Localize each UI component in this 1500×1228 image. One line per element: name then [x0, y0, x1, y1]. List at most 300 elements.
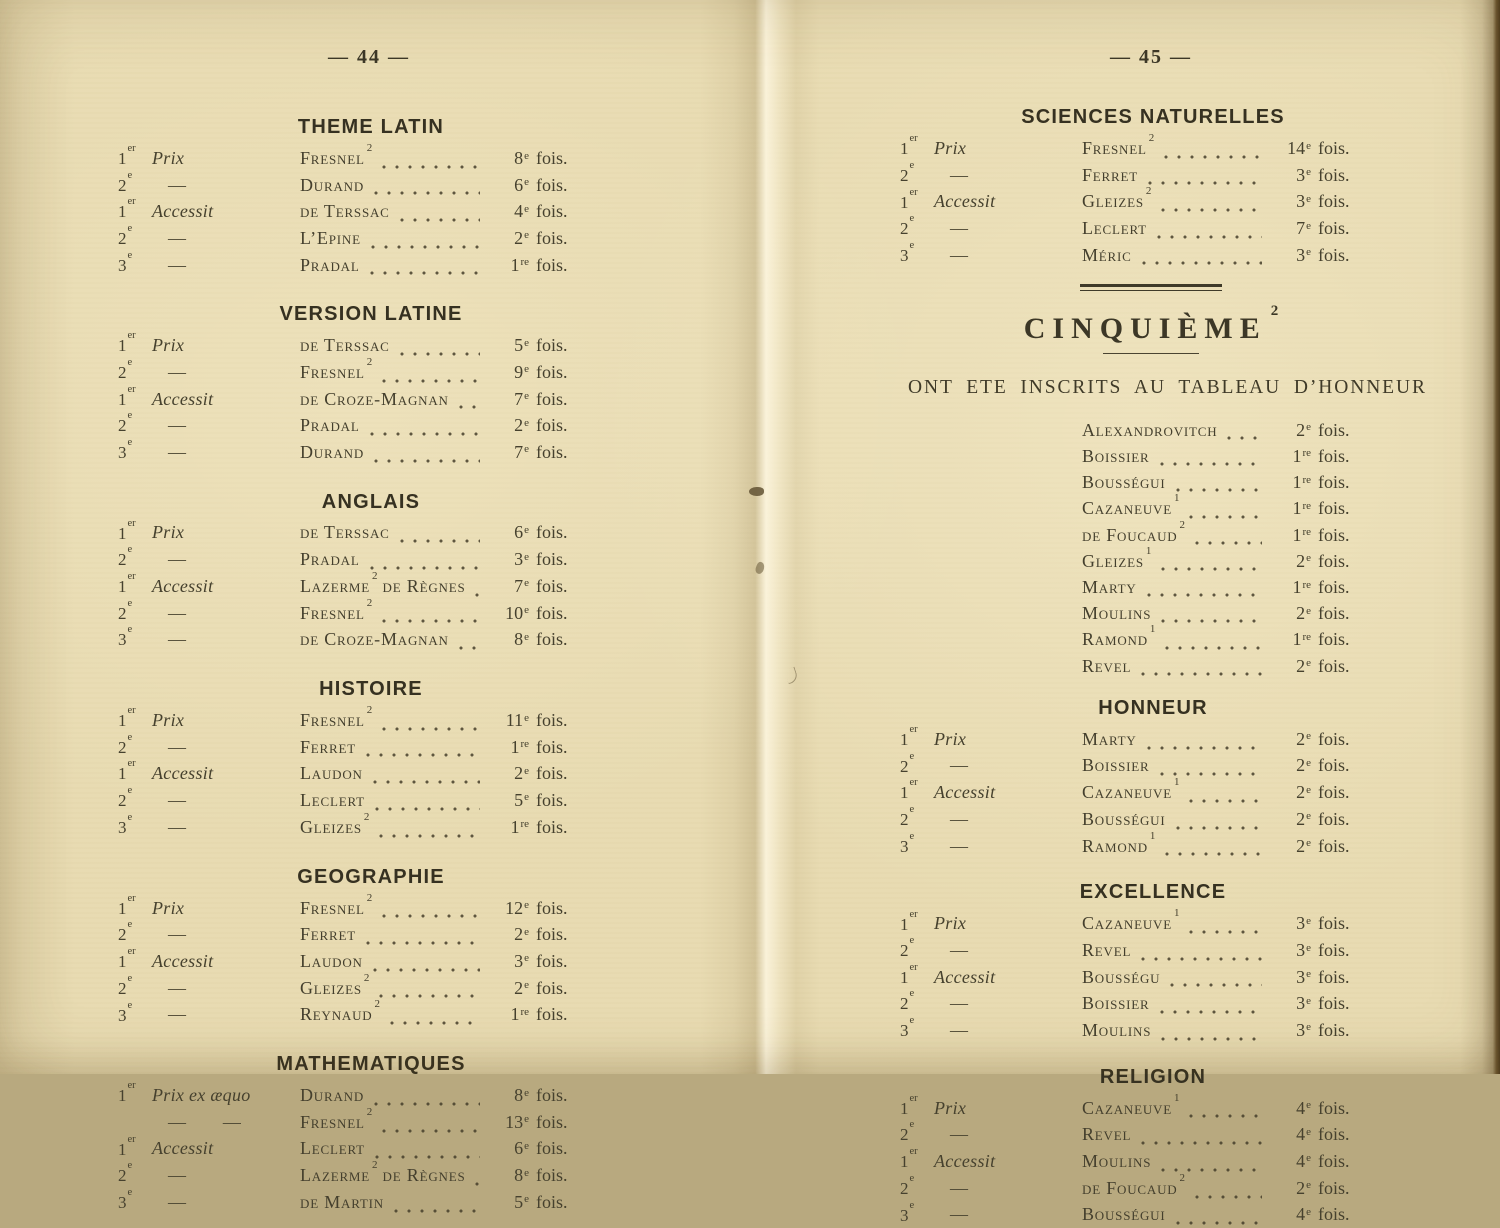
rank-label: 1er Accessit — [900, 186, 996, 212]
dot-leader — [382, 1129, 480, 1133]
rank-ordinal: 3e — [118, 624, 133, 650]
times-awarded: 7 $^e$ fois. — [514, 575, 568, 596]
times-awarded: 4 $^e$ fois. — [1296, 1124, 1350, 1145]
winner-name: Boissier — [1082, 445, 1150, 466]
rank-label: 1er Prix — [118, 705, 185, 731]
dot-leader — [1165, 646, 1262, 650]
times-awarded: 2 $^e$ fois. — [1296, 808, 1350, 829]
dot-leader — [1195, 541, 1262, 545]
dot-leader — [1161, 208, 1262, 212]
prize-row — [118, 355, 580, 386]
name-superscript: 2 — [366, 1105, 373, 1118]
rank-ordinal: 1er — [900, 1092, 918, 1118]
rank-label: 1er Accessit — [118, 758, 214, 784]
rank-ordinal: 2e — [118, 357, 133, 382]
prize-row — [118, 249, 580, 279]
times-awarded: 1 $^{re}$ fois. — [1292, 472, 1350, 493]
winner-name: Fresnel $^2$ — [300, 1105, 373, 1132]
dot-leader — [1161, 619, 1262, 623]
rank-ordinal: 2e — [900, 935, 915, 960]
winner-name: Lazerme $^2$ de Règnes — [300, 1159, 466, 1186]
winner-name: Gleizes $^2$ — [300, 810, 370, 837]
dot-leader — [459, 646, 480, 650]
subject-section — [118, 302, 580, 465]
rank-label: 3e — — [118, 999, 187, 1025]
winner-name: Moulins — [1082, 603, 1152, 624]
prize-row — [118, 569, 580, 600]
winner-name: Fresnel $^2$ — [300, 142, 373, 168]
rank-ordinal: 3e — [118, 249, 133, 275]
prize-row — [118, 1082, 580, 1109]
winner-name: Reynaud $^2$ — [300, 998, 380, 1025]
times-awarded: 7 $^e$ fois. — [1296, 218, 1350, 239]
winner-name: Méric — [1082, 244, 1132, 265]
prize-row — [900, 1199, 1362, 1228]
prize-row — [118, 971, 580, 1002]
times-awarded: 2 $^e$ fois. — [1296, 728, 1350, 749]
rank-label: 1er Accessit — [118, 383, 214, 409]
times-awarded: 1 $^{re}$ fois. — [1292, 445, 1350, 466]
winner-name: Cazaneuve $^1$ — [1082, 776, 1180, 803]
prize-row — [118, 198, 580, 225]
rank-label: 2e — — [900, 1119, 969, 1145]
prize-rows — [118, 517, 580, 653]
rank-label: 1er Accessit — [900, 1146, 996, 1171]
subject-title: THEME LATIN — [297, 116, 445, 138]
dot-leader — [400, 352, 480, 356]
rank-ordinal: 3e — [900, 1015, 915, 1040]
prize-row — [900, 1121, 1362, 1148]
rank-ordinal: 2e — [118, 223, 133, 248]
dot-leader — [379, 994, 480, 998]
winner-name: Durand — [300, 174, 365, 195]
prize-row — [900, 961, 1362, 991]
prize-row — [118, 142, 580, 172]
prize-row — [900, 239, 1362, 269]
prize-row — [900, 653, 1362, 679]
rank-ordinal: 1er — [900, 908, 918, 934]
winner-name: Bousségu — [1082, 966, 1161, 987]
rank-ordinal: 1er — [900, 133, 918, 158]
dot-leader — [382, 727, 480, 731]
page-45 — [750, 0, 1500, 1225]
times-awarded: 6 $^e$ fois. — [514, 522, 568, 543]
rank-ordinal: 1er — [900, 777, 918, 803]
rank-ordinal: 1er — [118, 143, 136, 168]
winner-name: Gleizes $^1$ — [1082, 544, 1152, 571]
winner-name: L’Epine — [300, 227, 361, 248]
name-superscript: 2 — [366, 704, 373, 717]
times-awarded: 3 $^e$ fois. — [514, 549, 568, 570]
dot-leader — [374, 459, 480, 463]
times-awarded: 14 $^e$ fois. — [1287, 138, 1350, 158]
rank-ordinal: 1er — [118, 383, 136, 409]
times-awarded: 1 $^{re}$ fois. — [510, 736, 568, 757]
times-awarded: 5 $^e$ fois. — [514, 335, 568, 356]
times-awarded: 2 $^e$ fois. — [1296, 550, 1350, 571]
dot-leader — [1165, 852, 1262, 856]
dot-leader — [1227, 436, 1262, 440]
name-superscript: 2 — [374, 998, 380, 1011]
prize-row — [900, 518, 1362, 548]
subject-section — [118, 865, 580, 1029]
times-awarded: 2 $^e$ fois. — [1296, 1177, 1350, 1198]
prize-row — [118, 546, 580, 573]
rank-ordinal: 1er — [118, 1080, 136, 1105]
honor-roll-list — [900, 417, 1362, 679]
rank-label: 1er Accessit — [118, 945, 214, 971]
rank-ordinal: 1er — [118, 517, 136, 543]
rank-label: 1er Accessit — [118, 196, 214, 222]
times-awarded: 13 $^e$ fois. — [505, 1111, 568, 1132]
winner-name: de Croze-Magnan — [300, 629, 449, 650]
winner-name: Fresnel $^2$ — [300, 891, 373, 918]
times-awarded: 2 $^e$ fois. — [514, 415, 568, 436]
prize-row — [118, 787, 580, 814]
winner-name: Ferret — [300, 736, 356, 757]
rank-label: 1er Prix — [900, 1092, 967, 1118]
honor-roll-heading: ONT ETE INSCRITS AU TABLEAU D’HONNEUR — [908, 376, 1427, 398]
prize-row — [900, 574, 1362, 600]
rank-label: 1er Accessit — [900, 777, 996, 803]
times-awarded: 2 $^e$ fois. — [1296, 655, 1350, 676]
winner-name: Leclert — [1082, 218, 1147, 239]
prize-row — [900, 492, 1362, 521]
rank-ordinal: 1er — [118, 330, 136, 356]
prize-rows — [900, 132, 1362, 268]
dot-leader — [394, 1209, 480, 1213]
rank-label: 3e — — [900, 239, 969, 265]
name-superscript: 1 — [1173, 1091, 1180, 1104]
prize-row — [900, 417, 1362, 443]
times-awarded: 2 $^e$ fois. — [1296, 603, 1350, 624]
name-superscript: 1 — [1173, 776, 1180, 789]
prize-row — [900, 159, 1362, 189]
dot-leader — [1147, 746, 1262, 750]
subject-section — [900, 696, 1362, 859]
rank-label: 2e — — [118, 731, 187, 757]
prize-row — [118, 731, 580, 761]
prize-row — [900, 185, 1362, 215]
times-awarded: 3 $^e$ fois. — [1296, 993, 1350, 1014]
dot-leader — [379, 834, 480, 838]
section-divider-rule — [1080, 284, 1222, 291]
rank-ordinal: 2e — [118, 972, 133, 998]
prize-row — [900, 723, 1362, 753]
subject-title: GEOGRAPHIE — [297, 865, 445, 888]
dot-leader — [390, 1021, 480, 1025]
dot-leader — [1176, 488, 1263, 492]
rank-ordinal: 2e — [900, 213, 915, 239]
class-title-underline — [1103, 353, 1199, 354]
prize-row — [900, 776, 1362, 806]
name-superscript: 2 — [366, 355, 373, 368]
times-awarded: 3 $^e$ fois. — [1296, 940, 1350, 960]
prize-row — [118, 517, 580, 547]
rank-label: 2e — — [118, 972, 187, 998]
prize-row — [900, 469, 1362, 495]
winner-name: de Foucaud $^2$ — [1082, 1171, 1185, 1198]
rank-ordinal: 2e — [118, 919, 133, 945]
prize-row — [900, 1017, 1362, 1044]
rank-label: 3e — — [900, 1199, 969, 1225]
times-awarded: 7 $^e$ fois. — [514, 388, 568, 409]
name-superscript: 2 — [1179, 1171, 1185, 1184]
subject-title: ANGLAIS — [321, 490, 421, 513]
prize-row — [118, 383, 580, 413]
rank-label: 1er Prix — [118, 143, 185, 168]
dot-leader — [1141, 672, 1262, 676]
dot-leader — [366, 753, 480, 757]
rank-ordinal: 3e — [900, 1199, 915, 1225]
rank-label: 2e — — [118, 223, 187, 248]
rank-label: 2e — — [900, 213, 969, 239]
name-superscript: 2 — [366, 596, 373, 609]
rank-label: 2e — — [900, 988, 969, 1014]
dot-leader — [1189, 799, 1262, 803]
rank-ordinal: 1er — [118, 571, 136, 596]
times-awarded: 8 $^e$ fois. — [514, 1085, 568, 1105]
prize-row — [900, 623, 1362, 652]
class-title-text: CINQUIÈME — [1023, 311, 1267, 345]
prize-rows — [118, 704, 580, 840]
prize-row — [900, 132, 1362, 162]
times-awarded: 3 $^e$ fois. — [1296, 1019, 1350, 1040]
dot-leader — [1157, 235, 1262, 239]
rank-ordinal: 1er — [118, 945, 136, 971]
times-awarded: 1 $^{re}$ fois. — [510, 816, 568, 837]
rank-label: 3e — — [900, 830, 969, 856]
prize-row — [900, 1171, 1362, 1202]
page-45-sections-top — [900, 105, 1362, 268]
rank-label: 1er Prix — [900, 908, 967, 934]
dot-leader — [459, 405, 480, 409]
dot-leader — [400, 539, 480, 543]
times-awarded: 8 $^e$ fois. — [514, 148, 568, 168]
prize-row — [118, 760, 580, 787]
times-awarded: 2 $^e$ fois. — [1296, 755, 1350, 776]
winner-name: Marty — [1082, 577, 1137, 598]
times-awarded: 4 $^e$ fois. — [514, 201, 568, 222]
winner-name: Boissier — [1082, 993, 1150, 1014]
rank-label: 3e — — [118, 624, 187, 650]
rank-ordinal: 3e — [118, 436, 133, 462]
dot-leader — [475, 593, 480, 597]
rank-ordinal: 2e — [118, 544, 133, 570]
rank-label: 2e — — [900, 803, 969, 829]
rank-ordinal: 1er — [118, 1133, 136, 1159]
rank-label: 2e — — [118, 357, 187, 382]
rank-label: 1er Prix — [118, 517, 185, 543]
rank-label: 1er Accessit — [900, 961, 996, 987]
winner-name: Boissier — [1082, 755, 1150, 776]
prize-row — [900, 907, 1362, 937]
dot-leader — [1195, 1195, 1262, 1199]
rank-ordinal: 2e — [118, 731, 133, 757]
rank-label: 3e — — [118, 1187, 187, 1212]
rank-label: — — — [168, 1111, 242, 1132]
rank-ordinal: 3e — [118, 1187, 133, 1212]
rank-ordinal: 2e — [118, 169, 133, 195]
times-awarded: 12 $^e$ fois. — [505, 897, 568, 918]
subject-title: SCIENCES NATURELLES — [1021, 106, 1285, 128]
times-awarded: 7 $^e$ fois. — [514, 441, 568, 462]
dot-leader — [370, 271, 480, 275]
subject-title: RELIGION — [1099, 1065, 1207, 1088]
prize-rows — [900, 1091, 1362, 1228]
winner-name: de Terssac — [300, 335, 390, 356]
times-awarded: 11 $^e$ fois. — [505, 710, 568, 731]
page-number-left: — 44 — — [328, 46, 410, 68]
dot-leader — [1160, 462, 1262, 466]
prize-rows — [900, 907, 1362, 1043]
dot-leader — [1161, 1168, 1262, 1172]
rank-label: 2e — — [900, 935, 969, 960]
winner-name: de Martin — [300, 1191, 384, 1212]
winner-name: Cazaneuve $^1$ — [1082, 1091, 1180, 1118]
rank-label: 1er Prix — [118, 892, 185, 918]
dot-leader — [1141, 1141, 1262, 1145]
rank-label: 2e — — [118, 410, 187, 436]
winner-name: Ferret — [1082, 164, 1138, 185]
prize-row — [118, 626, 580, 653]
times-awarded: 2 $^e$ fois. — [514, 227, 568, 248]
page-number-right: — 45 — — [1110, 46, 1192, 68]
winner-name: Ramond $^1$ — [1082, 829, 1156, 856]
rank-ordinal: 1er — [900, 723, 918, 749]
subject-title: HISTOIRE — [319, 678, 423, 701]
prize-row — [900, 544, 1362, 574]
times-awarded: 2 $^e$ fois. — [514, 924, 568, 945]
winner-name: Moulins — [1082, 1019, 1152, 1040]
winner-name: Leclert — [300, 1138, 365, 1159]
subject-section — [118, 115, 580, 278]
name-superscript: 1 — [1149, 623, 1156, 636]
dot-leader — [1160, 1010, 1262, 1014]
rank-label: 3e — — [118, 249, 187, 275]
dot-leader — [1189, 930, 1262, 934]
rank-label: 2e — — [900, 1172, 969, 1198]
prize-row — [118, 1105, 580, 1136]
subject-section — [118, 490, 580, 653]
winner-name: Pradal — [300, 415, 360, 436]
winner-name: Laudon — [300, 950, 363, 971]
dot-leader — [1141, 957, 1262, 961]
name-superscript: 2 — [1179, 518, 1185, 531]
dot-leader — [375, 807, 480, 811]
times-awarded: 3 $^e$ fois. — [1296, 244, 1350, 265]
rank-label: 1er Accessit — [118, 1133, 214, 1159]
winner-name: Cazaneuve $^1$ — [1082, 492, 1180, 519]
times-awarded: 5 $^e$ fois. — [514, 789, 568, 810]
rank-ordinal: 1er — [118, 892, 136, 918]
prize-row — [118, 412, 580, 439]
winner-name: Revel — [1082, 655, 1132, 676]
times-awarded: 4 $^e$ fois. — [1296, 1204, 1350, 1225]
name-superscript: 1 — [1173, 907, 1180, 920]
rank-ordinal: 2e — [118, 410, 133, 436]
rank-label: 1er Prix ex æquo — [118, 1080, 251, 1105]
times-awarded: 10 $^e$ fois. — [505, 602, 568, 623]
times-awarded: 3 $^e$ fois. — [1296, 164, 1350, 185]
dot-leader — [374, 191, 480, 195]
times-awarded: 1 $^{re}$ fois. — [510, 1004, 568, 1025]
rank-label: 2e — — [118, 785, 187, 810]
rank-ordinal: 1er — [900, 186, 918, 212]
subject-section — [118, 677, 580, 840]
winner-name: Fresnel $^2$ — [300, 596, 373, 623]
prize-row — [118, 332, 580, 359]
prize-row — [118, 998, 580, 1028]
dot-leader — [1142, 261, 1262, 265]
name-superscript: 1 — [1173, 492, 1180, 505]
prize-row — [900, 1148, 1362, 1175]
times-awarded: 3 $^e$ fois. — [1296, 966, 1350, 987]
winner-name: Pradal — [300, 549, 360, 570]
rank-ordinal: 2e — [900, 750, 915, 776]
rank-label: 1er Accessit — [118, 571, 214, 596]
dot-leader — [1161, 567, 1262, 571]
dot-leader — [1189, 1114, 1262, 1118]
rank-label: 3e — — [118, 436, 187, 462]
rank-ordinal: 2e — [900, 988, 915, 1014]
dot-leader — [374, 1102, 480, 1106]
winner-name: Revel — [1082, 1124, 1132, 1145]
rank-ordinal: 1er — [118, 196, 136, 222]
dot-leader — [1170, 983, 1262, 987]
winner-name: de Foucaud $^2$ — [1082, 518, 1185, 545]
times-awarded: 8 $^e$ fois. — [514, 629, 568, 650]
winner-name: Pradal — [300, 254, 360, 275]
winner-name: Fresnel $^2$ — [300, 704, 373, 731]
rank-ordinal: 1er — [900, 1146, 918, 1171]
rank-label: 2e — — [900, 750, 969, 776]
prize-row — [900, 937, 1362, 964]
prize-row — [118, 1133, 580, 1163]
rank-label: 2e — — [118, 169, 187, 195]
winner-name: Revel — [1082, 940, 1132, 960]
winner-name: Ferret — [300, 924, 356, 945]
prize-row — [118, 596, 580, 627]
rank-label: 2e — — [118, 919, 187, 945]
prize-row — [900, 990, 1362, 1017]
winner-name: de Croze-Magnan — [300, 388, 449, 409]
rank-label: 1er Prix — [900, 723, 967, 749]
winner-name: de Terssac — [300, 201, 390, 222]
name-superscript: 2 — [1148, 132, 1155, 144]
name-superscript: 2 — [372, 1159, 378, 1172]
prize-rows — [118, 891, 580, 1029]
rank-ordinal: 1er — [900, 961, 918, 987]
dot-leader — [382, 914, 480, 918]
times-awarded: 4 $^e$ fois. — [1296, 1150, 1350, 1171]
winner-name: Marty — [1082, 728, 1137, 749]
rank-label: 1er Prix — [118, 330, 185, 356]
page-44 — [0, 0, 750, 1212]
times-awarded: 3 $^e$ fois. — [1296, 913, 1350, 934]
times-awarded: 9 $^e$ fois. — [514, 361, 568, 382]
times-awarded: 2 $^e$ fois. — [1296, 419, 1350, 440]
dot-leader — [371, 245, 480, 249]
winner-name: Leclert — [300, 789, 365, 810]
subject-section — [900, 1065, 1362, 1228]
times-awarded: 1 $^{re}$ fois. — [1292, 524, 1350, 545]
prize-rows — [118, 1082, 580, 1215]
winner-name: Alexandrovitch — [1082, 419, 1218, 440]
winner-name: Durand — [300, 1085, 365, 1105]
rank-label: 2e — — [900, 159, 969, 185]
subject-title: HONNEUR — [1098, 696, 1208, 719]
